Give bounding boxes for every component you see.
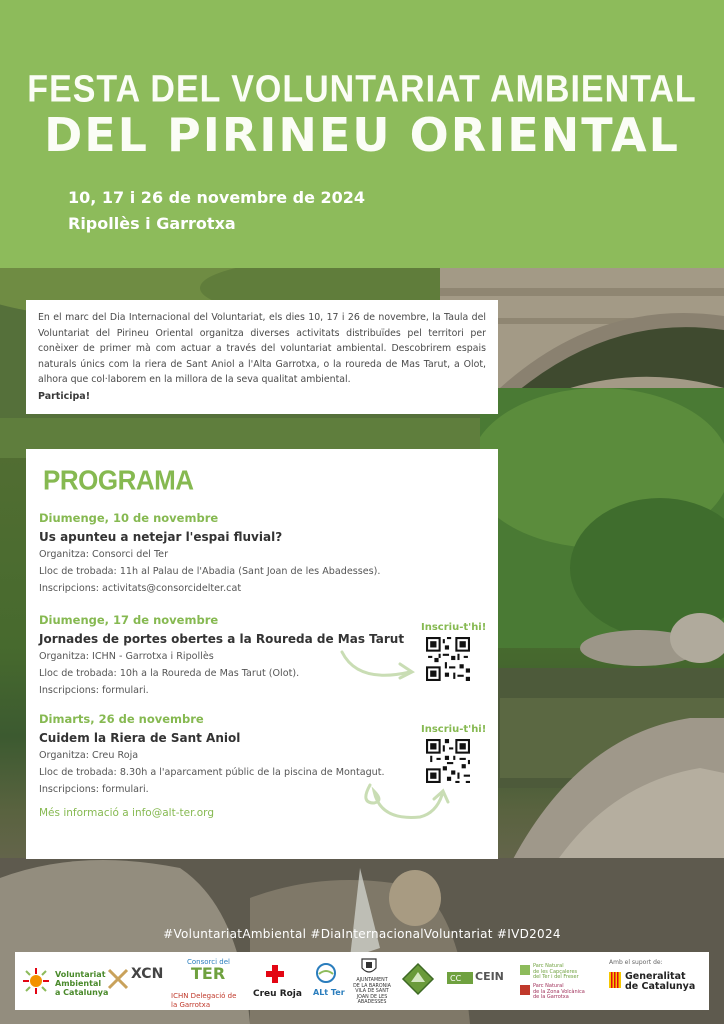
cein-logo: CEIN [475,970,504,983]
event-registration[interactable]: Inscripcions: formulari. [39,685,149,696]
more-info-link[interactable]: Més informació a info@alt-ter.org [39,807,214,819]
event-organizer: Organitza: ICHN - Garrotxa i Ripollès [39,651,214,662]
xcn-logo-icon [107,968,129,990]
support-label: Amb el suport de: [609,959,663,966]
intro-box [26,300,498,414]
event-meeting: Lloc de trobada: 10h a la Roureda de Mas Tarut (Olot). [39,668,300,679]
parc-capcaleres-logo: Parc Natural de les Capçaleres del Ter i del Freser [533,963,579,981]
ichn-logo: ICHN Delegació de la Garrotxa [171,992,237,1009]
event-name: Jornades de portes obertes a la Roureda de Mas Tarut [39,632,405,646]
parc-2-icon [520,985,530,995]
ajuntament-logo: AJUNTAMENT DE LA BARONIA VILA DE SANT JOAN DE LES ABADESSES [353,978,391,1006]
program-title: PROGRAMA [43,464,194,496]
event-meeting: Lloc de trobada: 8.30h a l'aparcament públic de la piscina de Montagut. [39,767,385,778]
diamond-logo-icon [401,962,435,996]
intro-text: En el marc del Dia Internacional del Voluntariat, els dies 10, 17 i 26 de novembre, la Taula del Voluntariat del Pirineu Oriental organitza diverses activitats distribuïdes pel territori per conèixer de primer mà com actuar a través del voluntariat ambiental. Descobrirem espais naturals únics com la riera de Sant Aniol a l'Alta Garrotxa, o la roureda de Mas Tarut, a Olot, alhora que col·laborem en la millora de la seva qualitat ambiental. [38,312,486,386]
altter-logo: ALt Ter [313,988,345,997]
qr-code-icon[interactable] [426,637,470,681]
event-3 [39,712,385,796]
title-line-2: DEL PIRINEU ORIENTAL [44,108,680,162]
parc-garrotxa-logo: Parc Natural de la Zona Volcànica de la Garrotxa [533,983,585,1001]
voluntariat-logo: Voluntariat Ambiental a Catalunya [55,970,109,997]
xcn-logo: XCN [131,966,164,982]
arrow-icon [360,777,450,825]
event-organizer: Organitza: Consorci del Ter [39,549,169,560]
arrow-icon [338,644,418,686]
generalitat-logo: Generalitat de Catalunya [625,971,696,992]
event-name: Cuidem la Riera de Sant Aniol [39,731,241,745]
event-1 [39,511,380,595]
red-cross-icon [265,964,285,984]
event-organizer: Organitza: Creu Roja [39,750,139,761]
senyera-icon [609,972,621,988]
event-registration: Inscripcions: activitats@consorcidelter.cat [39,583,242,594]
consorci-label: Consorci del [187,958,230,966]
coat-of-arms-icon [361,958,377,976]
creu-roja-logo: Creu Roja [253,989,302,999]
event-date: Diumenge, 10 de novembre [39,511,219,525]
program-box [26,449,498,859]
ter-logo: TER [191,964,226,983]
participate-cta: Participa! [38,390,91,402]
svg-text:CC: CC [450,974,462,983]
event-registration[interactable]: Inscripcions: formulari. [39,784,149,795]
event-dates: 10, 17 i 26 de novembre de 2024 [68,188,366,207]
event-region: Ripollès i Garrotxa [68,214,236,233]
cein-logo-icon [447,972,473,984]
voluntariat-logo-icon [21,966,51,996]
event-name: Us apunteu a netejar l'espai fluvial? [39,530,283,544]
qr-label-2: Inscriu-t'hi! [421,724,487,735]
qr-label-1: Inscriu-t'hi! [421,622,487,633]
title-line-1: FESTA DEL VOLUNTARIAT AMBIENTAL [27,67,697,111]
sponsor-logos [15,952,709,1010]
header-banner [0,0,724,268]
parc-1-icon [520,965,530,975]
event-date: Diumenge, 17 de novembre [39,613,219,627]
event-date: Dimarts, 26 de novembre [39,712,204,726]
event-meeting: Lloc de trobada: 11h al Palau de l'Abadia (Sant Joan de les Abadesses). [39,566,381,577]
hashtags: #VoluntariatAmbiental #DiaInternacionalVoluntariat #IVD2024 [163,927,561,941]
altter-logo-icon [315,962,337,984]
